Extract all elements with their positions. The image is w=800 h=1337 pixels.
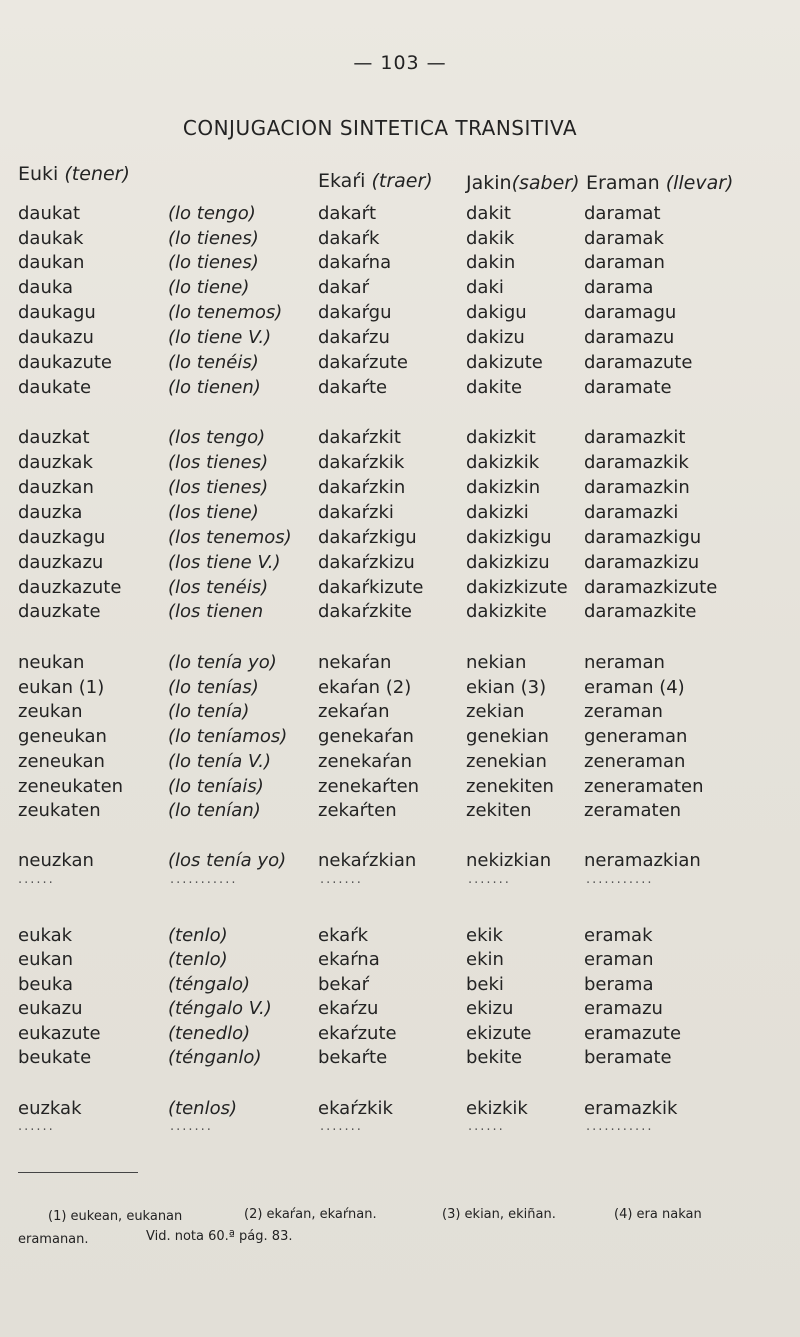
jakin-form: ekizu <box>466 998 514 1019</box>
ekari-form: dakaŕte <box>318 377 388 398</box>
ekari-form: zenekaŕan <box>318 751 412 772</box>
ekari-form: dakaŕzkit <box>318 427 401 448</box>
conjugation-row <box>0 452 800 476</box>
conjugation-row <box>0 277 800 301</box>
eraman-form: darama <box>584 277 654 298</box>
conjugation-row <box>0 577 800 601</box>
jakin-form: dakizkite <box>466 601 547 622</box>
conjugation-row <box>0 726 800 750</box>
jakin-form: ekik <box>466 925 503 946</box>
euki-form: daukate <box>18 377 92 398</box>
ekari-form: dakaŕna <box>318 252 392 273</box>
conjugation-row <box>0 974 800 998</box>
eraman-form: daramak <box>584 228 664 249</box>
jakin-form: ekizkik <box>466 1098 528 1119</box>
conjugation-row <box>0 652 800 676</box>
footnote-divider <box>18 1172 138 1173</box>
jakin-form: bekite <box>466 1047 523 1068</box>
jakin-form: daki <box>466 277 504 298</box>
euki-form: daukat <box>18 203 81 224</box>
spanish-gloss: (los tenemos) <box>168 527 292 548</box>
euki-form: geneukan <box>18 726 107 747</box>
jakin-form: dakizu <box>466 327 525 348</box>
conjugation-row <box>0 327 800 351</box>
euki-form: zeukan <box>18 701 83 722</box>
euki-form: beukate <box>18 1047 92 1068</box>
eraman-form: zeneraman <box>584 751 686 772</box>
header-ekari-word: Ekaŕi <box>318 170 366 192</box>
spanish-gloss: (los tiene V.) <box>168 552 281 573</box>
eraman-form: daramazkite <box>584 601 697 622</box>
jakin-form: nekizkian <box>466 850 552 871</box>
eraman-form: eramak <box>584 925 653 946</box>
euki-form: daukazu <box>18 327 94 348</box>
ekari-form: nekaŕzkian <box>318 850 417 871</box>
header-ekari <box>318 170 433 192</box>
conjugation-row <box>0 677 800 701</box>
spanish-gloss: (lo tienes) <box>168 252 259 273</box>
conjugation-row <box>0 477 800 501</box>
euki-form: neuzkan <box>18 850 94 871</box>
ekari-form: zekaŕten <box>318 800 397 821</box>
jakin-form: nekian <box>466 652 527 673</box>
eraman-form: neraman <box>584 652 665 673</box>
footnote-4-continued: eramanan. <box>18 1232 89 1247</box>
euki-form: euzkak <box>18 1098 82 1119</box>
spanish-gloss: (los tenía yo) <box>168 850 287 871</box>
euki-form: eukazu <box>18 998 83 1019</box>
header-jakin <box>466 172 580 194</box>
footnote-2: (2) ekaŕan, ekaŕnan. <box>244 1207 377 1222</box>
conjugation-row <box>0 776 800 800</box>
ekari-form: ekaŕk <box>318 925 369 946</box>
euki-form: eukazute <box>18 1023 101 1044</box>
eraman-form: eramazute <box>584 1023 682 1044</box>
jakin-form: dakizkin <box>466 477 541 498</box>
page-title: CONJUGACION SINTETICA TRANSITIVA <box>182 116 578 140</box>
eraman-form: daramazkin <box>584 477 690 498</box>
conjugation-row <box>0 203 800 227</box>
ekari-form: dakaŕzkigu <box>318 527 417 548</box>
footnote-3: (3) ekian, ekiñan. <box>442 1207 556 1222</box>
euki-form: dauzkate <box>18 601 101 622</box>
jakin-form: dakigu <box>466 302 527 323</box>
page-number: — 103 — <box>353 52 447 74</box>
spanish-gloss: (téngalo) <box>168 974 251 995</box>
ekari-form: ekaŕzkik <box>318 1098 393 1119</box>
jakin-form: dakizkit <box>466 427 536 448</box>
conjugation-row <box>0 502 800 526</box>
euki-form: dauzkagu <box>18 527 106 548</box>
ekari-form: ekaŕna <box>318 949 380 970</box>
spanish-gloss: (lo tienes) <box>168 228 259 249</box>
ellipsis: ······· <box>468 876 511 891</box>
eraman-form: eramazkik <box>584 1098 678 1119</box>
conjugation-row <box>0 949 800 973</box>
eraman-form: daramazkit <box>584 427 686 448</box>
ekari-form: dakaŕzkizu <box>318 552 415 573</box>
jakin-form: dakite <box>466 377 523 398</box>
eraman-form: generaman <box>584 726 688 747</box>
eraman-form: daramazkigu <box>584 527 702 548</box>
ekari-form: dakaŕgu <box>318 302 392 323</box>
eraman-form: daramazute <box>584 352 693 373</box>
euki-form: neukan <box>18 652 85 673</box>
header-eraman-word: Eraman <box>586 172 660 194</box>
conjugation-row <box>0 228 800 252</box>
eraman-form: daramazki <box>584 502 679 523</box>
spanish-gloss: (los tienen <box>168 601 264 622</box>
conjugation-row <box>0 427 800 451</box>
eraman-form: eraman <box>584 949 654 970</box>
spanish-gloss: (lo tiene V.) <box>168 327 272 348</box>
euki-form: dauzkazute <box>18 577 122 598</box>
eraman-form: beramate <box>584 1047 672 1068</box>
euki-form: daukak <box>18 228 84 249</box>
eraman-form: daramazkizu <box>584 552 700 573</box>
ekari-form: dakaŕk <box>318 228 380 249</box>
euki-form: dauka <box>18 277 74 298</box>
jakin-form: dakizkik <box>466 452 540 473</box>
eraman-form: eraman (4) <box>584 677 685 698</box>
ellipsis: ······· <box>320 1123 363 1138</box>
conjugation-row <box>0 252 800 276</box>
conjugation-row <box>0 352 800 376</box>
eraman-form: eramazu <box>584 998 663 1019</box>
jakin-form: dakit <box>466 203 511 224</box>
conjugation-row <box>0 1023 800 1047</box>
eraman-form: daraman <box>584 252 665 273</box>
jakin-form: ekizute <box>466 1023 532 1044</box>
spanish-gloss: (los tenéis) <box>168 577 269 598</box>
spanish-gloss: (lo tenía yo) <box>168 652 277 673</box>
ekari-form: dakaŕt <box>318 203 377 224</box>
eraman-form: neramazkian <box>584 850 701 871</box>
ellipsis: ··········· <box>586 876 654 891</box>
ekari-form: bekaŕte <box>318 1047 388 1068</box>
jakin-form: zenekiten <box>466 776 554 797</box>
spanish-gloss: (los tiene) <box>168 502 259 523</box>
conjugation-row <box>0 751 800 775</box>
header-eraman <box>586 172 733 194</box>
ekari-form: nekaŕan <box>318 652 392 673</box>
jakin-form: dakizkigu <box>466 527 552 548</box>
conjugation-row <box>0 925 800 949</box>
jakin-form: dakin <box>466 252 516 273</box>
jakin-form: ekian (3) <box>466 677 547 698</box>
spanish-gloss: (los tienes) <box>168 477 269 498</box>
eraman-form: zeramaten <box>584 800 682 821</box>
ekari-form: genekaŕan <box>318 726 414 747</box>
ekari-form: dakaŕ <box>318 277 369 298</box>
jakin-form: dakizute <box>466 352 543 373</box>
spanish-gloss: (lo teníamos) <box>168 726 288 747</box>
spanish-gloss: (tenedlo) <box>168 1023 251 1044</box>
eraman-form: daramate <box>584 377 672 398</box>
header-euki-word: Euki <box>18 163 59 185</box>
euki-form: daukazute <box>18 352 112 373</box>
ekari-form: dakaŕzu <box>318 327 390 348</box>
eraman-form: daramazkik <box>584 452 689 473</box>
conjugation-row <box>0 527 800 551</box>
spanish-gloss: (lo tengo) <box>168 203 256 224</box>
header-eraman-gloss: (llevar) <box>665 172 734 194</box>
spanish-gloss: (tenlo) <box>168 925 228 946</box>
ellipsis: ··········· <box>586 1123 654 1138</box>
footnote-reference: Vid. nota 60.ª pág. 83. <box>146 1229 293 1244</box>
eraman-form: daramagu <box>584 302 677 323</box>
spanish-gloss: (lo tenían) <box>168 800 261 821</box>
jakin-form: dakizkizute <box>466 577 568 598</box>
spanish-gloss: (ténganlo) <box>168 1047 262 1068</box>
conjugation-row <box>0 552 800 576</box>
euki-form: beuka <box>18 974 74 995</box>
ekari-form: ekaŕzu <box>318 998 379 1019</box>
ellipsis: ······· <box>170 1123 213 1138</box>
euki-form: eukak <box>18 925 73 946</box>
conjugation-row <box>0 998 800 1022</box>
conjugation-row <box>0 850 800 874</box>
euki-form: zeneukan <box>18 751 105 772</box>
euki-form: dauzkat <box>18 427 90 448</box>
euki-form: daukagu <box>18 302 96 323</box>
conjugation-row <box>0 1047 800 1071</box>
ekari-form: bekaŕ <box>318 974 370 995</box>
ellipsis-row <box>0 1123 800 1139</box>
euki-form: eukan (1) <box>18 677 105 698</box>
ellipsis-row <box>0 876 800 892</box>
footnote-1: (1) eukean, eukanan <box>48 1209 183 1224</box>
spanish-gloss: (téngalo V.) <box>168 998 272 1019</box>
conjugation-row <box>0 701 800 725</box>
spanish-gloss: (los tengo) <box>168 427 266 448</box>
ellipsis: ······ <box>18 876 55 891</box>
ekari-form: ekaŕzute <box>318 1023 397 1044</box>
spanish-gloss: (lo tenéis) <box>168 352 259 373</box>
eraman-form: daramazu <box>584 327 675 348</box>
ellipsis: ······ <box>468 1123 505 1138</box>
spanish-gloss: (lo tenía V.) <box>168 751 272 772</box>
ekari-form: dakaŕzkin <box>318 477 406 498</box>
euki-form: dauzkazu <box>18 552 104 573</box>
header-jakin-gloss: (saber) <box>511 172 580 194</box>
conjugation-row <box>0 800 800 824</box>
conjugation-row <box>0 302 800 326</box>
eraman-form: zeraman <box>584 701 663 722</box>
header-ekari-gloss: (traer) <box>371 170 433 192</box>
jakin-form: zekian <box>466 701 525 722</box>
jakin-form: zenekian <box>466 751 547 772</box>
jakin-form: dakizkizu <box>466 552 550 573</box>
ekari-form: zenekaŕten <box>318 776 420 797</box>
spanish-gloss: (lo tienen) <box>168 377 261 398</box>
euki-form: zeukaten <box>18 800 101 821</box>
ekari-form: dakaŕkizute <box>318 577 424 598</box>
conjugation-row <box>0 1098 800 1122</box>
spanish-gloss: (lo tenías) <box>168 677 259 698</box>
eraman-form: zeneramaten <box>584 776 704 797</box>
ekari-form: ekaŕan (2) <box>318 677 412 698</box>
jakin-form: zekiten <box>466 800 532 821</box>
jakin-form: genekian <box>466 726 549 747</box>
header-jakin-word: Jakin <box>466 172 512 194</box>
ellipsis: ······ <box>18 1123 55 1138</box>
eraman-form: daramat <box>584 203 661 224</box>
spanish-gloss: (lo tiene) <box>168 277 250 298</box>
euki-form: dauzkan <box>18 477 94 498</box>
jakin-form: beki <box>466 974 504 995</box>
euki-form: dauzka <box>18 502 83 523</box>
euki-form: daukan <box>18 252 85 273</box>
footnote-4: (4) era nakan <box>614 1207 702 1222</box>
eraman-form: berama <box>584 974 654 995</box>
ekari-form: dakaŕzkite <box>318 601 412 622</box>
spanish-gloss: (lo tenía) <box>168 701 250 722</box>
euki-form: eukan <box>18 949 74 970</box>
ekari-form: zekaŕan <box>318 701 390 722</box>
ellipsis: ··········· <box>170 876 238 891</box>
ekari-form: dakaŕzute <box>318 352 408 373</box>
conjugation-row <box>0 601 800 625</box>
spanish-gloss: (tenlos) <box>168 1098 237 1119</box>
header-euki <box>18 163 130 185</box>
conjugation-row <box>0 377 800 401</box>
ekari-form: dakaŕzki <box>318 502 394 523</box>
spanish-gloss: (lo teníais) <box>168 776 264 797</box>
euki-form: zeneukaten <box>18 776 124 797</box>
spanish-gloss: (tenlo) <box>168 949 228 970</box>
spanish-gloss: (lo tenemos) <box>168 302 283 323</box>
jakin-form: dakizki <box>466 502 529 523</box>
header-euki-gloss: (tener) <box>64 163 130 185</box>
ellipsis: ······· <box>320 876 363 891</box>
jakin-form: ekin <box>466 949 504 970</box>
ekari-form: dakaŕzkik <box>318 452 405 473</box>
eraman-form: daramazkizute <box>584 577 718 598</box>
spanish-gloss: (los tienes) <box>168 452 269 473</box>
jakin-form: dakik <box>466 228 515 249</box>
euki-form: dauzkak <box>18 452 93 473</box>
